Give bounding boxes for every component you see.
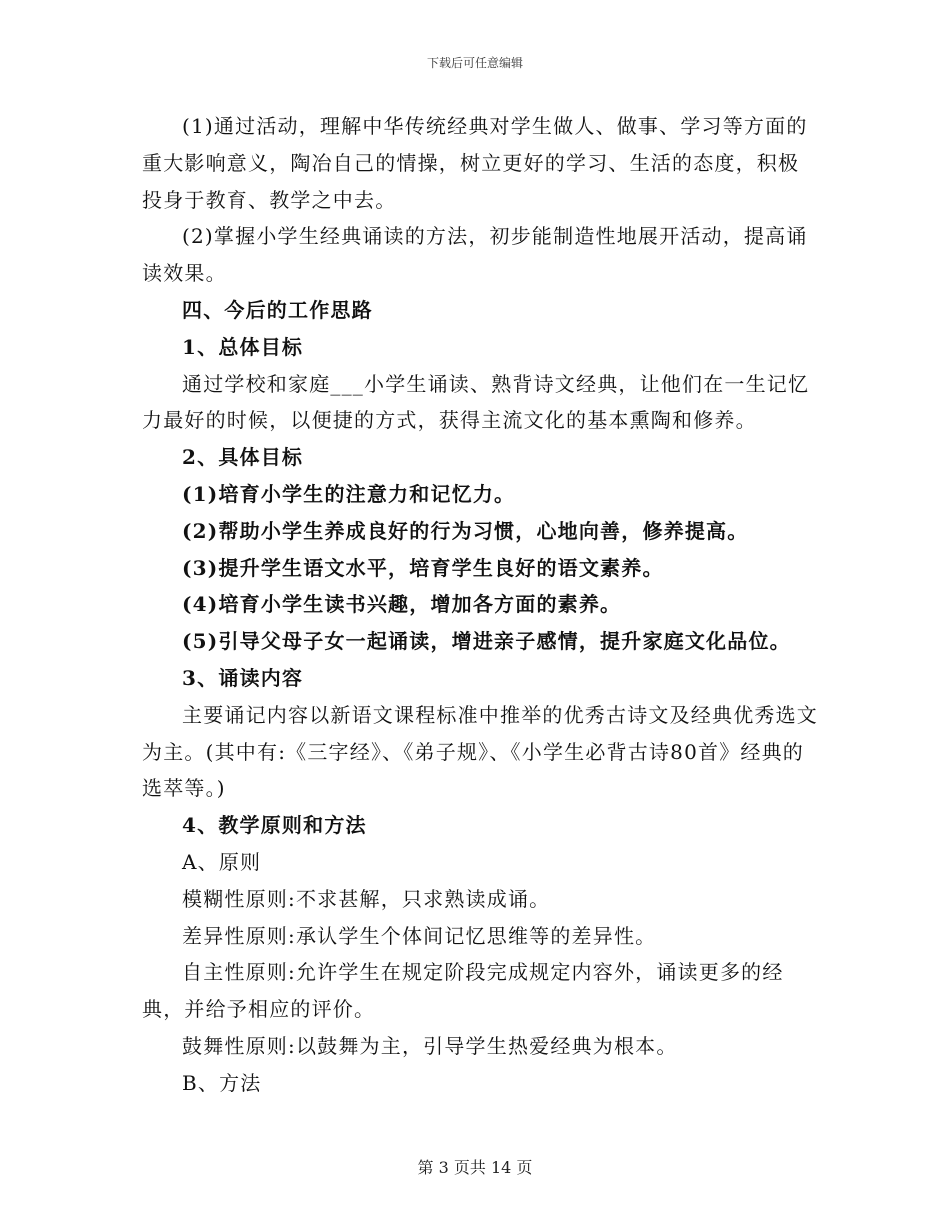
goal-item: (1)培育小学生的注意力和记忆力。 bbox=[182, 481, 516, 506]
page-footer: 第 3 页共 14 页 bbox=[417, 1158, 533, 1177]
paragraph: 差异性原则:承认学生个体间记忆思维等的差异性。 bbox=[182, 923, 657, 948]
paragraph: A、原则 bbox=[182, 849, 262, 874]
paragraph: 模糊性原则:不求甚解，只求熟读成诵。 bbox=[182, 886, 551, 911]
paragraph: 自主性原则:允许学生在规定阶段完成规定内容外，诵读更多的经典，并给予相应的评价。 bbox=[142, 960, 784, 1022]
paragraph: 通过学校和家庭___小学生诵读、熟背诗文经典，让他们在一生记忆力最好的时候，以便捷的方式，获得主流文化的基本熏陶和修养。 bbox=[142, 371, 810, 433]
paragraph: B、方法 bbox=[182, 1070, 262, 1095]
paragraph: 鼓舞性原则:以鼓舞为主，引导学生热爱经典为根本。 bbox=[182, 1033, 678, 1058]
subsection-heading: 4、教学原则和方法 bbox=[182, 813, 367, 838]
document-body bbox=[142, 108, 818, 1102]
paragraph: 主要诵记内容以新语文课程标准中推举的优秀古诗文及经典优秀选文为主。(其中有:《三字经》、《弟子规》、《小学生必背古诗80首》经典的选萃等。) bbox=[142, 702, 818, 801]
goal-item: (2)帮助小学生养成良好的行为习惯，心地向善，修养提高。 bbox=[182, 518, 749, 543]
subsection-heading: 3、诵读内容 bbox=[182, 665, 304, 690]
subsection-heading: 1、总体目标 bbox=[182, 334, 304, 359]
goal-item: (3)提升学生语文水平，培育学生良好的语文素养。 bbox=[182, 555, 664, 580]
goal-item: (4)培育小学生读书兴趣，增加各方面的素养。 bbox=[182, 592, 622, 617]
paragraph: (1)通过活动，理解中华传统经典对学生做人、做事、学习等方面的重大影响意义，陶冶自己的情操，树立更好的学习、生活的态度，积极投身于教育、教学之中去。 bbox=[142, 114, 808, 212]
goal-item: (5)引导父母子女一起诵读，增进亲子感情，提升家庭文化品位。 bbox=[182, 629, 791, 654]
paragraph: (2)掌握小学生经典诵读的方法，初步能制造性地展开活动，提高诵读效果。 bbox=[142, 224, 808, 286]
subsection-heading: 2、具体目标 bbox=[182, 445, 304, 470]
section-heading: 四、今后的工作思路 bbox=[182, 297, 373, 322]
page-header: 下载后可任意编辑 bbox=[426, 56, 523, 70]
